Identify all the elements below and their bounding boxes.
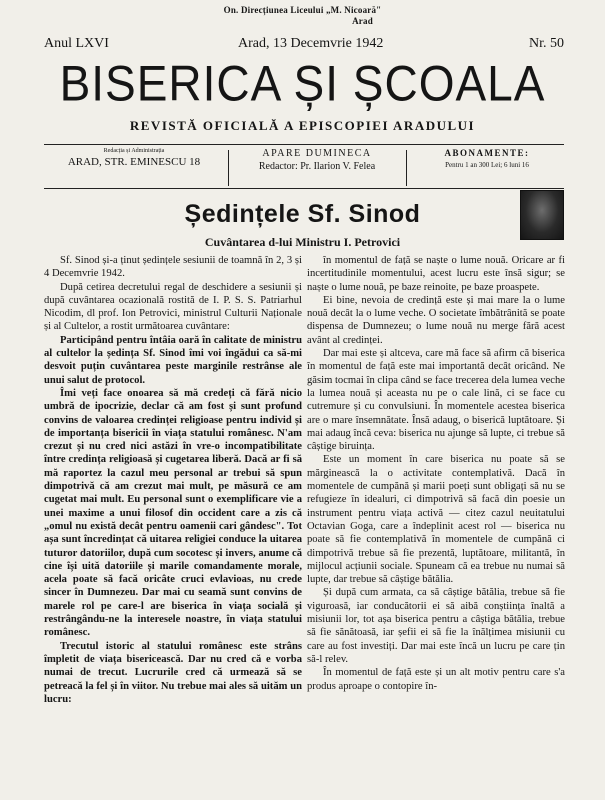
article-byline: Cuvântarea d-lui Ministru I. Petrovici	[204, 235, 401, 249]
issue-date: Arad, 13 Decemvrie 1942	[238, 36, 384, 51]
article-paragraph: Este un moment în care biserica nu poate să se mărginească la o activitate contemplativă. Dacă în momentele de cumpănă și marii poeți sunt obligați să nu se refugieze în idealuri, ci dimpotrivă să facă din poesie un instrument pentru viața activă — citez cazul neuitatului Octavian Goga, care a îndeplinit acest rol — biserica nu poate să fie contemplativă în momentele de cumpănă ci dimpotrivă trebue să fie prezentă, luptătoare, militantă, în mijlocul acțiunii sociale. Spuneam că ea trebue nu numai să lupte, dar trebue să câștige bătălia.	[307, 454, 565, 586]
admin-address: ARAD, STR. EMINESCU 18	[67, 156, 201, 168]
editor-name: Redactor: Pr. Ilarion V. Felea	[258, 161, 376, 172]
subscriptions-box	[410, 148, 564, 188]
article-paragraph: Trecutul istoric al statului românesc este strâns împletit de viața bisericească. Dar nu cred că e vorba numai de trecut. Lucrurile cred că urmează să se petreacă la fel și în viitor. Nu trebue mai ales să uităm un lucru:	[44, 640, 302, 705]
masthead-subtitle: REVISTĂ OFICIALĂ A EPISCOPIEI ARADULUI	[129, 118, 476, 133]
header-divider-2	[406, 150, 407, 186]
article-paragraph: Îmi veți face onoarea să mă credeți că fără nicio umbră de ipocrizie, declar că am fost și sunt profund convins de valoarea credinței religioase pentru individ și de importanța bisericii în viața statului românesc. N'am crezut și nu cred nici astăzi în vre-o incompatibilitate între credința religioasă și cugetarea liberă. Dacă ar fi să mă raportez la cazul meu personal ar trebui să spun dimpotrivă că am crezut mai mult, pe măsură ce am cugetat mai mult. Eu personal sunt o exemplificare vie a unei maxime a unui filosof din occident care a zis că „omul nu există decât pentru oamenii cari gândesc". Tot așa sunt încredințat că uitarea religiei conduce la uitarea tuturor datoriilor, după cum socotesc și invers, anume că cine își uită datoriile și marile comandamente morale, acela poate să facă oricâte cruci evlavioas, nu crede sincer în Dumnezeu. Dar mai cu seamă sunt convins de marele rol pe care-l are biserica în viața socială și restrângându-ne la interesele noastre, în viața statului românesc.	[44, 387, 302, 639]
header-rule-bottom	[44, 188, 564, 189]
administration-box	[44, 148, 224, 188]
article-column-1	[44, 254, 302, 706]
article-paragraph: După cetirea decretului regal de deschidere a sesiunii și după cuvântarea ocazională rostită de I. P. S. S. Patriarhul Nicodim, dl prof. Ion Petrovici, ministrul Culturii Naționale și al Cultelor, a rostit următoarea cuvântare:	[44, 281, 302, 333]
editor-box	[232, 148, 402, 188]
article-paragraph: Și după cum armata, ca să câștige bătălia, trebue să fie viguroasă, iar conducătorii ei să aibă conștiința înaltă a misiunii lor, tot așa biserica pentru a câștiga bătălia, trebue să fie sănătoasă, iar șefii ei să fie la înălțimea misiunii cu care au fost investiți. Dar mai este încă un lucru pe care țin să-l relev.	[307, 587, 565, 665]
article-paragraph: În momentul de față este și un alt motiv pentru care s'a produs aproape o contopire în-	[307, 667, 565, 692]
stamp-line-2: Arad	[352, 16, 373, 26]
article-paragraph: Ei bine, nevoia de credință este și mai mare la o lume nouă decât la o lume veche. O societate îmbătrânită se poate dispensa de Dumnezeu; o lume nouă nu merge fără acest avânt al credinței.	[307, 294, 565, 346]
header-rule-top	[44, 144, 564, 145]
appears-label: APARE DUMINECA	[262, 148, 372, 159]
issue-line	[44, 36, 564, 56]
article-paragraph: Sf. Sinod și-a ținut ședințele sesiunii de toamnă în 2, 3 și 4 Decemvrie 1942.	[44, 255, 302, 280]
admin-label: Redacția și Administrația	[103, 148, 165, 154]
subscriptions-label: ABONAMENTE:	[444, 148, 530, 158]
article-paragraph: Dar mai este și altceva, care mă face să afirm că biserica în momentul de față este mai importantă decât oricând. Ne găsim tocmai în clipa când se face trecerea dela lumea veche la lumea nouă și aceasta nu pe o cale lină, ci se face cu cutremure și cu convulsiuni. În momentele acestea biserica are o mare însemnătate. Însă adaug, o biserică luptătoare. Și mai adaug încă ceva: biserica nu ajunge să lupte, ci trebue să câștige biruința.	[307, 348, 565, 453]
issue-year: Anul LXVI	[44, 36, 109, 51]
article-paragraph: în momentul de față se naște o lume nouă. Oricare ar fi incertitudinile momentului, acest lucru este însă sigur; se naște o lume nouă, pe baze reinoite, pe baze proaspete.	[307, 255, 565, 293]
stamp-line-1: On. Direcțiunea Liceului „M. Nicoară"	[223, 5, 382, 15]
subscriptions-text: Pentru 1 an 300 Lei; 6 luni 16	[445, 161, 529, 169]
masthead-title: BISERICA ȘI ȘCOALA	[59, 54, 546, 112]
article-paragraph: Participând pentru întâia oară în calitate de ministru al cultelor la ședința Sf. Sinod îmi voi îngădui ca să-mi desvoit puțin cuvântarea peste marginile restrânse ale unui salut de protocol.	[44, 334, 302, 386]
header-divider-1	[228, 150, 229, 186]
library-stamp	[0, 5, 605, 26]
issue-number: Nr. 50	[529, 36, 564, 51]
article-title: Ședințele Sf. Sinod	[184, 200, 421, 228]
article-column-2	[307, 254, 565, 693]
